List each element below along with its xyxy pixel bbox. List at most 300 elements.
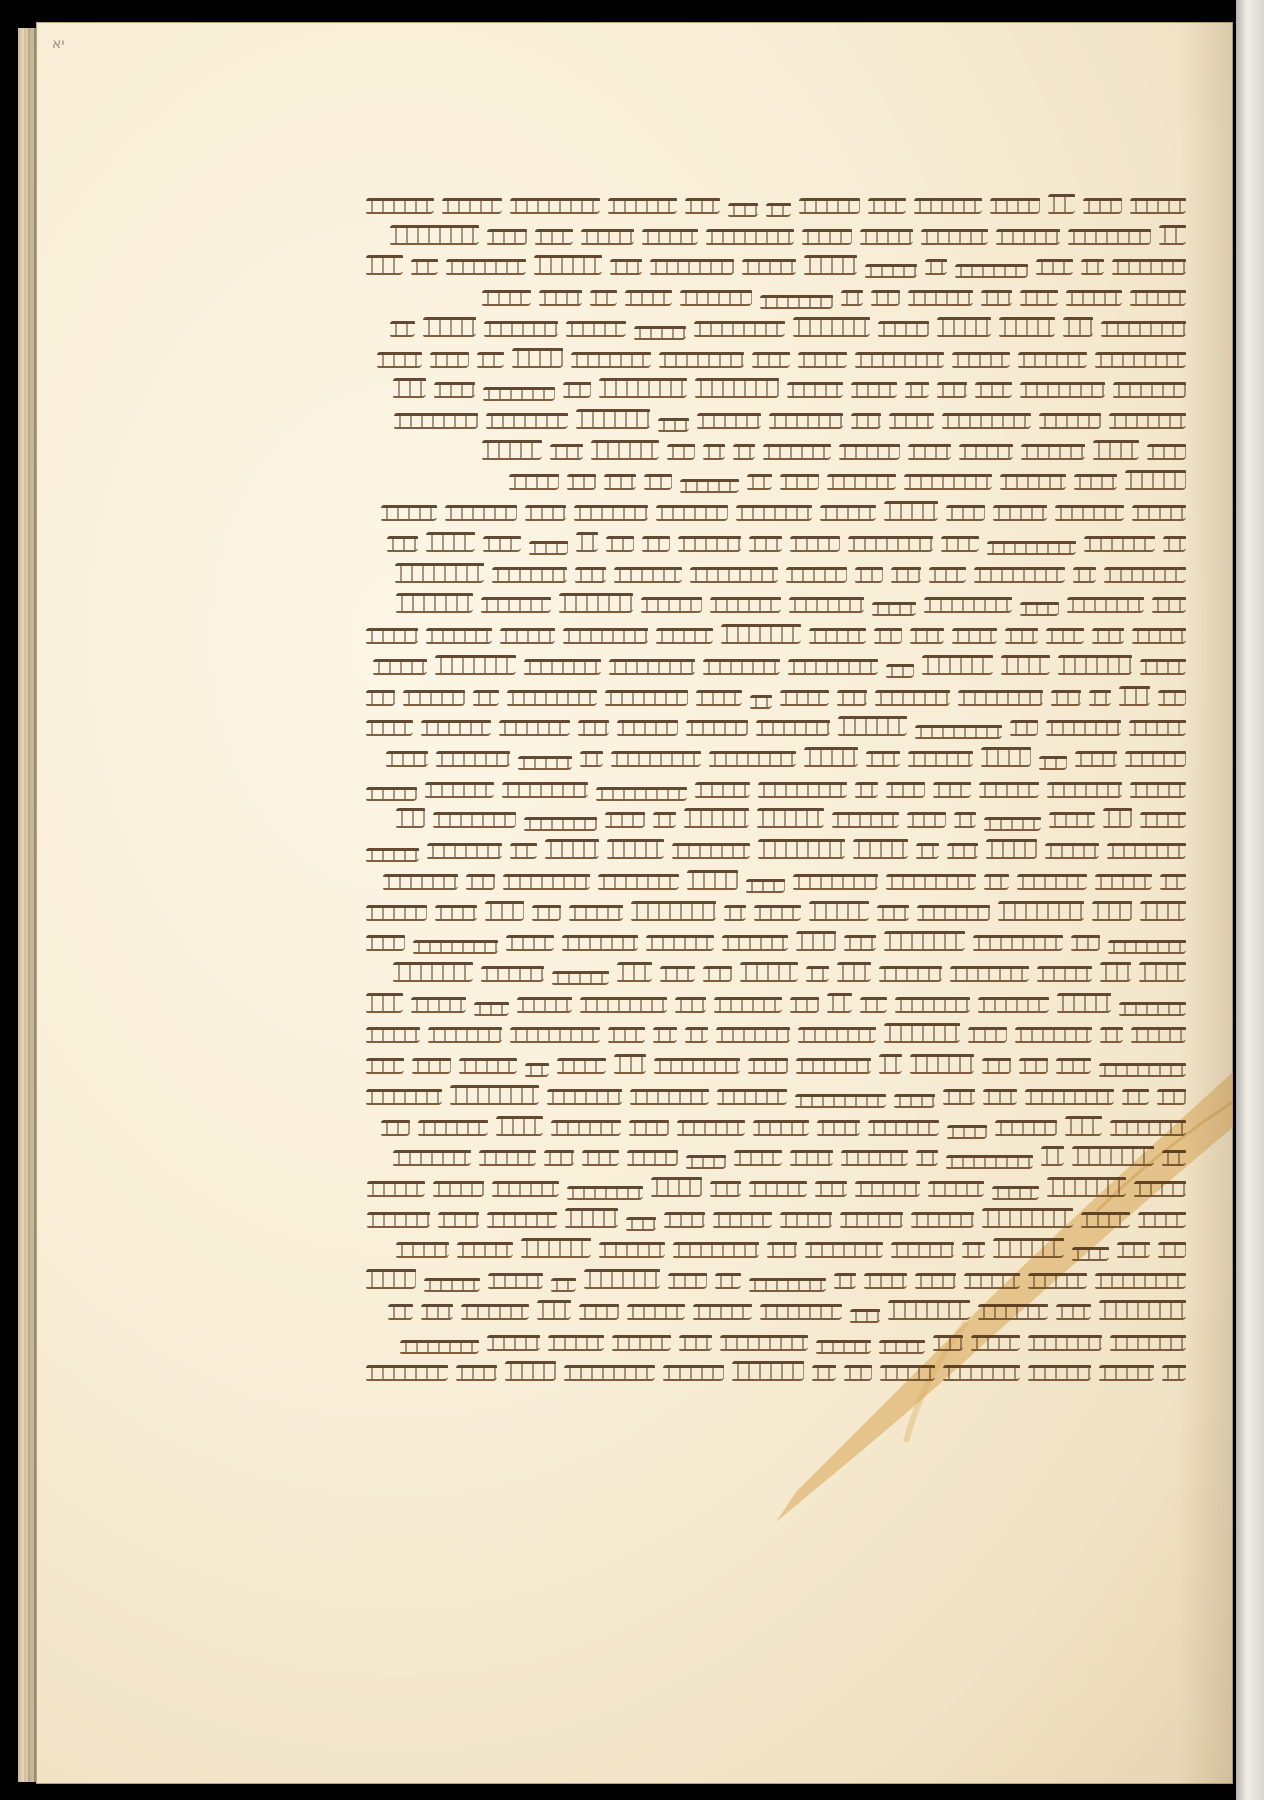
ink-word bbox=[703, 444, 725, 460]
ink-word bbox=[916, 843, 939, 859]
ink-word bbox=[952, 628, 997, 644]
ink-word bbox=[982, 1208, 1073, 1228]
ink-word bbox=[614, 1054, 646, 1074]
ink-word bbox=[672, 843, 750, 859]
manuscript-line bbox=[358, 464, 1186, 490]
ink-word bbox=[740, 962, 798, 982]
ink-word bbox=[878, 321, 929, 337]
ink-word bbox=[659, 352, 744, 368]
ink-word bbox=[366, 993, 403, 1013]
ink-word bbox=[992, 1186, 1039, 1200]
ink-word bbox=[1101, 321, 1186, 337]
ink-word bbox=[563, 382, 591, 398]
ink-word bbox=[412, 1058, 451, 1074]
ink-word bbox=[804, 747, 858, 767]
ink-word bbox=[1100, 962, 1131, 982]
ink-word bbox=[1001, 655, 1050, 675]
ink-word bbox=[995, 1120, 1057, 1136]
ink-word bbox=[753, 1120, 809, 1136]
ink-word bbox=[1132, 505, 1186, 521]
ink-word bbox=[1081, 1212, 1130, 1228]
ink-word bbox=[1103, 808, 1132, 828]
manuscript-line bbox=[358, 1048, 1186, 1074]
ink-word bbox=[627, 1304, 685, 1320]
ink-word bbox=[984, 817, 1041, 831]
ink-word bbox=[812, 1365, 836, 1381]
ink-word bbox=[518, 756, 572, 770]
ink-word bbox=[996, 229, 1060, 245]
manuscript-line bbox=[358, 557, 1186, 583]
ink-word bbox=[1163, 536, 1186, 552]
ink-word bbox=[1039, 413, 1101, 429]
ink-word bbox=[658, 418, 689, 432]
ink-word bbox=[1122, 1089, 1149, 1105]
manuscript-line bbox=[358, 987, 1186, 1013]
ink-word bbox=[915, 725, 1002, 739]
ink-word bbox=[1130, 198, 1186, 214]
ink-word bbox=[366, 1058, 404, 1074]
ink-word bbox=[1139, 962, 1186, 982]
ink-word bbox=[805, 1242, 883, 1258]
ink-word bbox=[728, 203, 758, 217]
ink-word bbox=[486, 413, 568, 429]
ink-word bbox=[428, 1027, 502, 1043]
manuscript-line bbox=[358, 680, 1186, 706]
ink-word bbox=[1140, 812, 1186, 828]
ink-word bbox=[1092, 628, 1124, 644]
ink-word bbox=[547, 1089, 622, 1105]
ink-word bbox=[631, 901, 716, 921]
ink-word bbox=[567, 1186, 643, 1200]
ink-word bbox=[848, 536, 933, 552]
ink-word bbox=[1025, 1089, 1114, 1105]
ink-word bbox=[1020, 290, 1058, 306]
ink-word bbox=[796, 1058, 871, 1074]
ink-word bbox=[684, 808, 749, 828]
ink-word bbox=[664, 1212, 705, 1228]
ink-word bbox=[749, 1181, 807, 1197]
ink-word bbox=[438, 1212, 479, 1228]
ink-word bbox=[484, 321, 558, 337]
ink-word bbox=[1092, 901, 1132, 921]
ink-word bbox=[886, 664, 914, 678]
ink-word bbox=[366, 255, 403, 275]
ink-word bbox=[473, 690, 499, 706]
ink-word bbox=[604, 474, 636, 490]
ink-word bbox=[750, 695, 772, 709]
ink-word bbox=[1162, 1150, 1186, 1166]
ink-word bbox=[888, 1300, 970, 1320]
ink-word bbox=[760, 1304, 842, 1320]
ink-word bbox=[487, 229, 527, 245]
manuscript-line bbox=[358, 403, 1186, 429]
ink-word bbox=[388, 1304, 413, 1320]
ink-word bbox=[557, 1058, 606, 1074]
ink-word bbox=[880, 1365, 935, 1381]
ink-word bbox=[809, 901, 869, 921]
ink-word bbox=[758, 839, 845, 859]
ink-word bbox=[1046, 720, 1121, 736]
ink-word bbox=[1020, 602, 1059, 616]
ink-word bbox=[654, 1058, 740, 1074]
ink-word bbox=[381, 1120, 410, 1136]
ink-word bbox=[722, 935, 788, 951]
ink-word bbox=[1140, 901, 1186, 921]
ink-word bbox=[780, 690, 829, 706]
ink-word bbox=[1093, 440, 1139, 460]
ink-word bbox=[642, 536, 670, 552]
ink-word bbox=[383, 874, 458, 890]
adjacent-leaf-edge bbox=[1236, 0, 1264, 1800]
ink-word bbox=[860, 229, 913, 245]
manuscript-line bbox=[358, 1355, 1186, 1381]
ink-word bbox=[780, 1212, 832, 1228]
ink-word bbox=[1021, 444, 1085, 460]
ink-word bbox=[393, 1150, 471, 1166]
ink-word bbox=[802, 229, 852, 245]
ink-word bbox=[868, 1120, 939, 1136]
ink-word bbox=[1049, 812, 1095, 828]
ink-word bbox=[788, 659, 878, 675]
ink-word bbox=[505, 1361, 556, 1381]
ink-word bbox=[481, 966, 544, 982]
ink-word bbox=[749, 536, 782, 552]
ink-word bbox=[403, 690, 465, 706]
manuscript-line bbox=[358, 956, 1186, 982]
ink-word bbox=[488, 1273, 543, 1289]
ink-word bbox=[758, 782, 847, 798]
ink-word bbox=[1110, 1335, 1186, 1351]
manuscript-line bbox=[358, 1017, 1186, 1043]
ink-word bbox=[978, 1304, 1048, 1320]
ink-word bbox=[1056, 1058, 1091, 1074]
ink-word bbox=[950, 966, 1029, 982]
ink-word bbox=[435, 905, 477, 921]
ink-word bbox=[483, 387, 555, 401]
ink-word bbox=[864, 1273, 907, 1289]
ink-word bbox=[366, 848, 419, 862]
ink-word bbox=[651, 1177, 702, 1197]
ink-word bbox=[663, 1365, 724, 1381]
ink-word bbox=[889, 413, 934, 429]
ink-word bbox=[373, 659, 427, 675]
ink-word bbox=[790, 997, 819, 1013]
ink-word bbox=[959, 444, 1013, 460]
ink-word bbox=[693, 1304, 752, 1320]
ink-word bbox=[1074, 474, 1117, 490]
ink-word bbox=[695, 378, 779, 398]
ink-word bbox=[841, 1150, 908, 1166]
ink-word bbox=[485, 901, 524, 921]
ink-word bbox=[844, 935, 876, 951]
ink-word bbox=[760, 295, 833, 309]
ink-word bbox=[608, 1027, 645, 1043]
ink-word bbox=[1005, 628, 1038, 644]
ink-word bbox=[724, 905, 746, 921]
ink-word bbox=[983, 1089, 1017, 1105]
ink-word bbox=[952, 352, 1010, 368]
ink-word bbox=[1045, 843, 1099, 859]
ink-word bbox=[924, 597, 1012, 613]
manuscript-line bbox=[358, 925, 1186, 951]
ink-word bbox=[545, 839, 599, 859]
manuscript-line bbox=[358, 802, 1186, 828]
manuscript-line bbox=[358, 1110, 1186, 1136]
ink-word bbox=[611, 751, 701, 767]
ink-word bbox=[427, 843, 502, 859]
ink-word bbox=[575, 567, 606, 583]
ink-word bbox=[1131, 1027, 1186, 1043]
ink-word bbox=[769, 413, 843, 429]
ink-word bbox=[366, 905, 427, 921]
ink-word bbox=[904, 474, 992, 490]
ink-word bbox=[974, 567, 1065, 583]
ink-word bbox=[817, 1120, 860, 1136]
ink-word bbox=[534, 255, 602, 275]
ink-word bbox=[690, 567, 778, 583]
ink-word bbox=[905, 382, 929, 398]
ink-word bbox=[978, 997, 1049, 1013]
ink-word bbox=[879, 1340, 925, 1354]
ink-word bbox=[1075, 751, 1117, 767]
ink-word bbox=[714, 997, 782, 1013]
ink-word bbox=[367, 1212, 430, 1228]
ink-word bbox=[933, 782, 971, 798]
ink-word bbox=[1063, 317, 1093, 337]
ink-word bbox=[482, 290, 531, 306]
ink-word bbox=[642, 229, 698, 245]
ink-word bbox=[686, 1155, 726, 1169]
ink-word bbox=[886, 874, 976, 890]
ink-word bbox=[993, 505, 1047, 521]
ink-word bbox=[506, 935, 554, 951]
ink-word bbox=[840, 1212, 903, 1228]
ink-word bbox=[614, 567, 682, 583]
ink-word bbox=[680, 479, 739, 493]
ink-word bbox=[1119, 686, 1150, 706]
ink-word bbox=[1089, 690, 1111, 706]
ink-word bbox=[627, 1150, 678, 1166]
ink-word bbox=[430, 352, 469, 368]
ink-word bbox=[581, 229, 634, 245]
ink-word bbox=[929, 567, 966, 583]
ink-word bbox=[1039, 756, 1067, 770]
ink-word bbox=[914, 198, 982, 214]
ink-word bbox=[421, 720, 491, 736]
ink-word bbox=[798, 1027, 876, 1043]
ink-word bbox=[1047, 1177, 1126, 1197]
ink-word bbox=[1019, 1058, 1048, 1074]
ink-word bbox=[566, 321, 626, 337]
ink-word bbox=[838, 716, 907, 736]
ink-word bbox=[866, 751, 900, 767]
ink-word bbox=[884, 931, 965, 951]
ink-word bbox=[1046, 628, 1084, 644]
ink-word bbox=[1157, 1089, 1186, 1105]
ink-word bbox=[563, 628, 648, 644]
manuscript-line bbox=[358, 219, 1186, 245]
ink-word bbox=[1048, 194, 1075, 214]
ink-word bbox=[943, 1365, 1020, 1381]
ink-word bbox=[891, 1242, 954, 1258]
ink-word bbox=[851, 382, 897, 398]
ink-word bbox=[1036, 259, 1073, 275]
ink-word bbox=[500, 628, 555, 644]
ink-word bbox=[1129, 720, 1186, 736]
ink-word bbox=[411, 259, 438, 275]
ink-word bbox=[1099, 1300, 1186, 1320]
ink-word bbox=[641, 597, 702, 613]
ink-word bbox=[1017, 874, 1087, 890]
ink-word bbox=[667, 444, 695, 460]
ink-word bbox=[734, 1150, 782, 1166]
ink-word bbox=[1112, 259, 1186, 275]
ink-word bbox=[617, 962, 652, 982]
script-description bbox=[1185, 188, 1186, 189]
ink-word bbox=[915, 1273, 956, 1289]
ink-word bbox=[908, 444, 951, 460]
ink-word bbox=[646, 935, 714, 951]
ink-word bbox=[710, 597, 781, 613]
ink-word bbox=[787, 382, 843, 398]
ink-word bbox=[789, 597, 864, 613]
ink-word bbox=[510, 843, 537, 859]
ink-word bbox=[424, 1278, 480, 1292]
ink-word bbox=[685, 1027, 708, 1043]
ink-word bbox=[928, 1181, 984, 1197]
ink-word bbox=[394, 413, 478, 429]
ink-word bbox=[796, 931, 836, 951]
ink-word bbox=[884, 501, 938, 521]
ink-word bbox=[426, 532, 475, 552]
ink-word bbox=[910, 1054, 974, 1074]
ink-word bbox=[990, 198, 1040, 214]
ink-word bbox=[799, 198, 860, 214]
manuscript-line bbox=[358, 1232, 1186, 1258]
ink-word bbox=[1130, 782, 1186, 798]
ink-word bbox=[445, 505, 517, 521]
ink-word bbox=[617, 720, 678, 736]
ink-word bbox=[434, 382, 475, 398]
ink-word bbox=[767, 1242, 797, 1258]
ink-word bbox=[1158, 690, 1186, 706]
ink-word bbox=[680, 290, 752, 306]
ink-word bbox=[598, 874, 679, 890]
ink-word bbox=[529, 541, 568, 555]
ink-word bbox=[1015, 1027, 1092, 1043]
manuscript-page bbox=[36, 22, 1233, 1784]
ink-word bbox=[921, 229, 988, 245]
ink-word bbox=[1158, 1242, 1186, 1258]
ink-word bbox=[763, 444, 831, 460]
ink-word bbox=[855, 1181, 920, 1197]
ink-word bbox=[886, 782, 925, 798]
ink-word bbox=[481, 597, 551, 613]
ink-word bbox=[660, 966, 695, 982]
ink-word bbox=[1119, 1002, 1186, 1016]
ink-word bbox=[1056, 1304, 1091, 1320]
ink-word bbox=[610, 259, 642, 275]
ink-word bbox=[1160, 874, 1186, 890]
manuscript-line bbox=[358, 710, 1186, 736]
manuscript-line bbox=[358, 1263, 1186, 1289]
ink-word bbox=[855, 782, 878, 798]
ink-word bbox=[510, 1027, 600, 1043]
ink-word bbox=[1152, 597, 1186, 613]
ink-word bbox=[656, 628, 713, 644]
ink-word bbox=[579, 1304, 619, 1320]
ink-word bbox=[1041, 1146, 1064, 1166]
manuscript-line bbox=[358, 649, 1186, 675]
ink-word bbox=[1125, 751, 1186, 767]
ink-word bbox=[998, 901, 1084, 921]
ink-word bbox=[366, 720, 413, 736]
ink-word bbox=[590, 290, 617, 306]
ink-word bbox=[459, 1058, 517, 1074]
ink-word bbox=[656, 505, 728, 521]
ink-word bbox=[982, 1058, 1011, 1074]
ink-word bbox=[609, 659, 695, 675]
ink-word bbox=[564, 1365, 655, 1381]
ink-word bbox=[457, 1242, 513, 1258]
ink-word bbox=[809, 628, 866, 644]
ink-word bbox=[839, 444, 900, 460]
ink-word bbox=[872, 602, 916, 616]
ink-word bbox=[715, 1273, 741, 1289]
ink-word bbox=[1113, 382, 1186, 398]
ink-word bbox=[366, 1027, 420, 1043]
ink-word bbox=[366, 1365, 448, 1381]
ink-word bbox=[479, 1150, 536, 1166]
ink-word bbox=[386, 751, 428, 767]
ink-word bbox=[946, 505, 985, 521]
manuscript-line bbox=[358, 772, 1186, 798]
ink-word bbox=[582, 1150, 619, 1166]
ink-word bbox=[423, 317, 476, 337]
manuscript-line bbox=[358, 587, 1186, 613]
ink-word bbox=[790, 536, 840, 552]
ink-word bbox=[366, 628, 418, 644]
ink-word bbox=[1138, 1212, 1186, 1228]
ink-word bbox=[456, 1365, 497, 1381]
ink-word bbox=[653, 1027, 677, 1043]
ink-word bbox=[548, 1335, 604, 1351]
ink-word bbox=[1084, 536, 1155, 552]
ink-word bbox=[366, 198, 434, 214]
ink-word bbox=[941, 536, 979, 552]
ink-word bbox=[578, 720, 609, 736]
ink-word bbox=[387, 536, 418, 552]
ink-word bbox=[433, 812, 516, 828]
ink-word bbox=[1073, 567, 1096, 583]
ink-word bbox=[968, 1027, 1007, 1043]
ink-word bbox=[1095, 352, 1186, 368]
ink-word bbox=[1110, 1120, 1186, 1136]
ink-word bbox=[908, 751, 973, 767]
ink-word bbox=[942, 413, 1031, 429]
ink-word bbox=[377, 352, 422, 368]
ink-word bbox=[1020, 382, 1105, 398]
ink-word bbox=[1072, 1146, 1154, 1166]
ink-word bbox=[1058, 655, 1132, 675]
ink-word bbox=[1018, 352, 1087, 368]
ink-word bbox=[790, 1150, 833, 1166]
ink-word bbox=[1071, 935, 1100, 951]
ink-word bbox=[596, 787, 687, 801]
ink-word bbox=[710, 1181, 741, 1197]
ink-word bbox=[1099, 1365, 1154, 1381]
ink-word bbox=[815, 1181, 847, 1197]
